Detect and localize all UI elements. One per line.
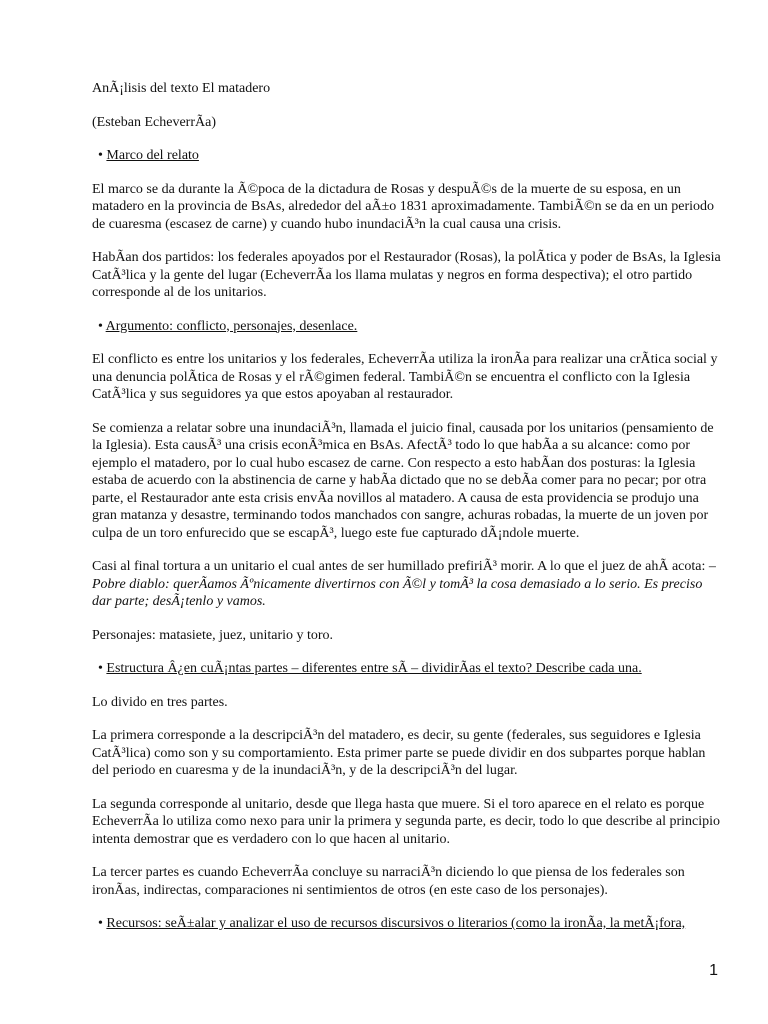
bullet-icon: •	[98, 148, 103, 163]
document-title: AnÃ¡lisis del texto El matadero	[92, 81, 271, 96]
paragraph-estructura-3: La segunda corresponde al unitario, desde que llega hasta que muere. Si el toro aparece en el relato es porque EcheverrÃa lo utiliza como nexo para unir la primera y segunda parte, es decir, todo lo que describe al principio intenta demostrar que es verdadero con lo que hacen al unitario.	[92, 796, 721, 847]
paragraph-marco-2: HabÃan dos partidos: los federales apoyados por el Restaurador (Rosas), la polÃtica y poder de BsAs, la Iglesia CatÃ³lica y la gente del lugar (EcheverrÃa los llama mulatas y negros en forma despectiva); el otro partido corresponde al de los unitarios.	[92, 250, 721, 300]
section-heading-recursos	[92, 915, 722, 933]
section-heading-argumento	[92, 318, 722, 336]
paragraph-argumento-2: Se comienza a relatar sobre una inundaciÃ³n, llamada el juicio final, causada por los unitarios (pensamiento de la Iglesia). Esta causÃ³ una crisis econÃ³mica en BsAs. AfectÃ³ todo lo que habÃa a su alcance: como por ejemplo el matadero, por lo cual hubo escasez de carne. Con respecto a esto habÃan dos posturas: la Iglesia estaba de acuerdo con la abstinencia de carne y habÃa dictado que no se debÃa comer para no pecar; por otra parte, el Restaurador ante esta crisis envÃa novillos al matadero. A causa de esta providencia se produjo una gran matanza y desastre, terminando todos manchados con sangre, achuras robadas, la muerte de un joven por culpa de un toro enfurecido que se escapÃ³, luego este fue capturado dÃ¡ndole muerte.	[92, 420, 714, 541]
paragraph-estructura-2: La primera corresponde a la descripciÃ³n del matadero, es decir, su gente (federales, sus seguidores e Iglesia CatÃ³lica) como son y su comportamiento. Esta primer parte se puede dividir en dos subpartes porque hablan del periodo en cuaresma y de la inundaciÃ³n, y de la descripciÃ³n del lugar.	[92, 728, 706, 778]
paragraph-estructura-1: Lo divido en tres partes.	[92, 694, 228, 710]
section-heading-marco	[92, 147, 722, 165]
paragraph-argumento-3	[92, 558, 722, 611]
paragraph-personajes: Personajes: matasiete, juez, unitario y toro.	[92, 627, 334, 643]
paragraph-marco-1: El marco se da durante la Ã©poca de la dictadura de Rosas y despuÃ©s de la muerte de su esposa, en un matadero en la provincia de BsAs, alrededor del aÃ±o 1831 aproximadamente. TambiÃ©n se da en un periodo de cuaresma (escasez de carne) y cuando hubo inundaciÃ³n la cual causa una crisis.	[92, 181, 715, 232]
section-heading-marco-label: Marco del relato	[106, 148, 199, 163]
bullet-icon: •	[98, 318, 103, 334]
section-heading-estructura-label: Estructura Â¿en cuÃ¡ntas partes – diferentes entre sÃ – dividirÃas el texto? Describe cada una.	[106, 661, 642, 676]
judge-quote: Pobre diablo: querÃamos Ãºnicamente divertirnos con Ã©l y tomÃ³ la cosa demasiado a lo serio. Es preciso dar parte; desÃ¡tenlo y vamos.	[92, 576, 703, 609]
paragraph-argumento-3-text: Casi al final tortura a un unitario el cual antes de ser humillado prefiriÃ³ morir. A lo que el juez de ahÃ acota: –	[92, 559, 716, 574]
section-heading-recursos-label: Recursos: seÃ±alar y analizar el uso de recursos discursivos o literarios (como la ironÃa, la metÃ¡fora,	[106, 916, 686, 931]
bullet-icon: •	[98, 661, 103, 676]
document-author: (Esteban EcheverrÃa)	[92, 114, 216, 130]
document-body	[92, 80, 722, 949]
paragraph-estructura-4: La tercer partes es cuando EcheverrÃa concluye su narraciÃ³n diciendo lo que piensa de los federales son ironÃas, indirectas, comparaciones ni sentimientos de otros (en este caso de los personajes).	[92, 865, 685, 898]
bullet-icon: •	[98, 916, 103, 931]
section-heading-estructura	[92, 660, 722, 678]
paragraph-argumento-1: El conflicto es entre los unitarios y los federales, EcheverrÃa utiliza la ironÃa para realizar una crÃtica social y una denuncia polÃtica de Rosas y el rÃ©gimen federal. TambiÃ©n se encuentra el conflicto con la Iglesia CatÃ³lica y sus seguidores ya que estos apoyaban al restaurador.	[92, 352, 718, 402]
section-heading-argumento-label: Argumento: conflicto, personajes, desenlace.	[105, 318, 358, 334]
page-number: 1	[709, 962, 718, 979]
